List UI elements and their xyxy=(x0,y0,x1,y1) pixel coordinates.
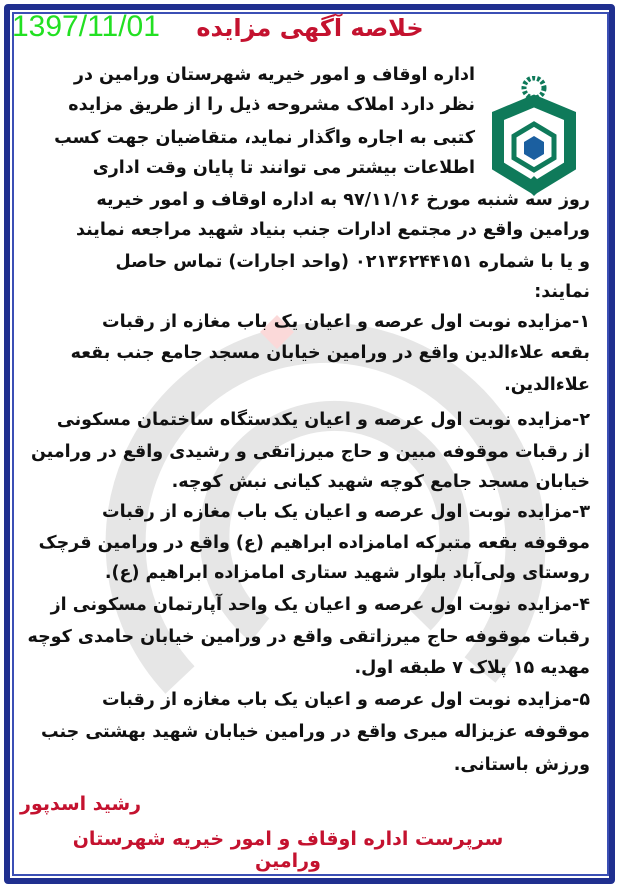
auction-item-3: موقوفه بقعه متبرکه امامزاده ابراهیم (ع) واقع در ورامین قرچک xyxy=(38,533,590,553)
intro-line: نظر دارد املاک مشروحه ذیل را از طریق مزایده xyxy=(68,95,475,115)
auction-item-2: ۲-مزایده نوبت اول عرصه و اعیان یکدستگاه ساختمان مسکونی xyxy=(56,410,590,430)
auction-item-5: موقوفه عزیزاله میری واقع در ورامین خیابان شهید بهشتی جنب xyxy=(40,722,590,742)
intro-line: اطلاعات بیشتر می توانند تا پایان وقت اداری xyxy=(92,158,475,178)
auction-item-4: مهدیه ۱۵ پلاک ۷ طبقه اول. xyxy=(354,658,590,678)
intro-line: اداره اوقاف و امور خیریه شهرستان ورامین در xyxy=(73,65,475,85)
body-line: روز سه شنبه مورخ ۹۷/۱۱/۱۶ به اداره اوقاف و امور خیریه xyxy=(96,190,590,210)
auction-item-2: از رقبات موقوفه مبین و حاج میرزاتقی و رشیدی واقع در ورامین xyxy=(30,442,590,462)
auction-item-3: ۳-مزایده نوبت اول عرصه و اعیان یک باب مغازه از رقبات xyxy=(102,502,590,522)
body-line: نمایند: xyxy=(534,282,590,302)
auction-item-2: خیابان مسجد جامع کوچه شهید کیانی نبش کوچه. xyxy=(171,472,590,492)
auction-item-5: ۵-مزایده نوبت اول عرصه و اعیان یک باب مغازه از رقبات xyxy=(102,690,590,710)
body-line: ورامین واقع در مجتمع ادارات جنب بنیاد شهید مراجعه نمایند xyxy=(76,220,590,240)
body-line: و یا با شماره ۰۲۱۳۶۲۴۴۱۵۱ (واحد اجارات) تماس حاصل xyxy=(115,252,590,272)
auction-item-5: ورزش باستانی. xyxy=(453,755,590,775)
awqaf-logo-icon xyxy=(488,76,580,202)
date-stamp: 1397/11/01 xyxy=(12,10,160,43)
auction-item-4: ۴-مزایده نوبت اول عرصه و اعیان یک واحد آپارتمان مسکونی از xyxy=(50,595,590,615)
signature-name: رشید اسدپور xyxy=(20,793,142,815)
auction-item-1: بقعه علاءالدین واقع در ورامین خیابان مسجد جامع جنب بقعه xyxy=(70,343,590,363)
auction-item-1: ۱-مزایده نوبت اول عرصه و اعیان یک باب مغازه از رقبات xyxy=(102,312,590,332)
ad-title: خلاصه آگهی مزایده xyxy=(196,14,424,42)
signature-title: سرپرست اداره اوقاف و امور خیریه شهرستان ورامین xyxy=(72,828,504,872)
auction-item-3: روستای ولی‌آباد بلوار شهید ستاری امامزاده ابراهیم (ع). xyxy=(104,563,590,583)
intro-line: کتبی به اجاره واگذار نماید، متقاضیان جهت کسب xyxy=(54,128,475,148)
auction-item-1: علاءالدین. xyxy=(504,375,590,395)
auction-item-4: رقبات موقوفه حاج میرزاتقی واقع در ورامین خیابان حامدی کوچه xyxy=(27,627,590,647)
